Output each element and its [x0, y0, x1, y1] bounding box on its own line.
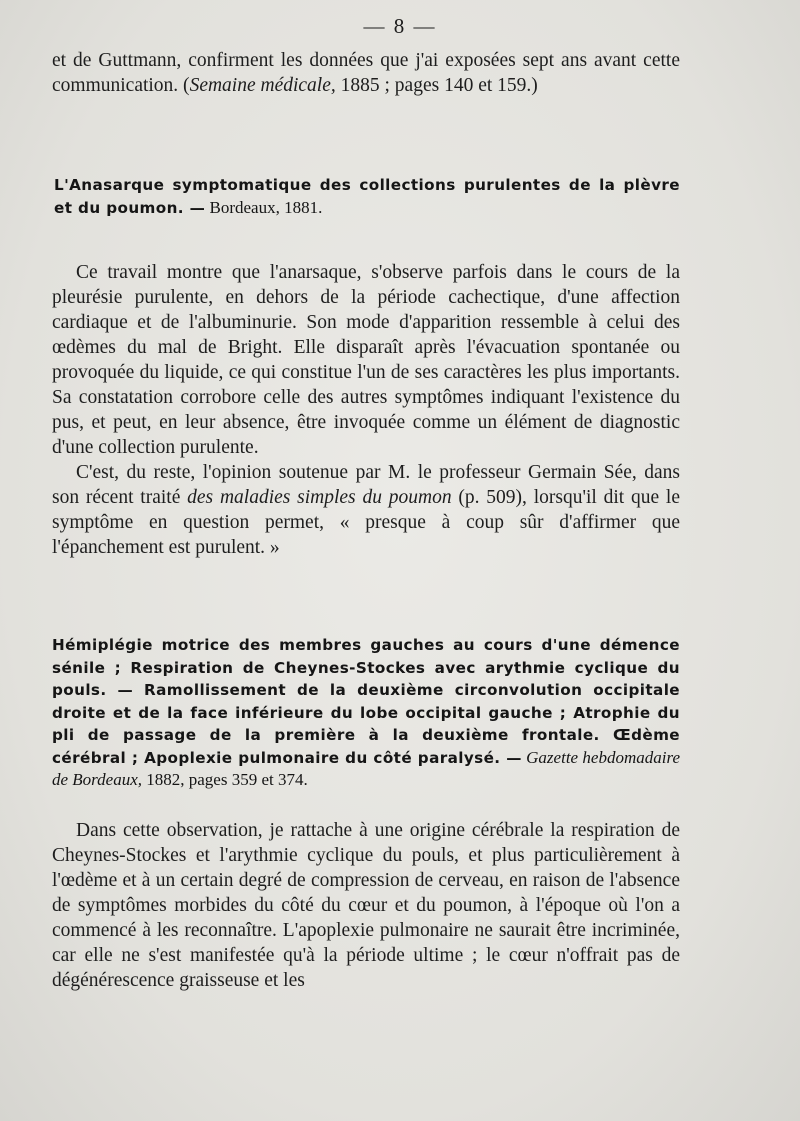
intro-text-before: et de Guttmann, confirment les données que j'ai exposées sept ans avant cette communication. ( [52, 50, 680, 96]
section-2-reference: 1882, pages 359 et 374. [142, 770, 308, 789]
section-2-source: Gazette hebdomadaire de Bordeaux, [52, 747, 680, 789]
section-1-paragraph-1: Ce travail montre que l'anarsaque, s'observe parfois dans le cours de la pleurésie purulente, en dehors de la période cachectique, d'une affection cardiaque et de l'albuminurie. Son mode d'apparition ressemble à celui des œdèmes du mal de Bright. Elle disparaît après l'évacuation spontanée ou provoquée du liquide, ce qui constitue l'un de ses caractères les plus importants. Sa constatation corrobore celle des autres symptômes indiquant l'existence du pus, et peut, en leur absence, être invoquée comme un élément de diagnostic d'une collection purulente. [52, 262, 680, 458]
intro-source: Semaine médicale, [189, 75, 336, 96]
book-title: des maladies simples du poumon [187, 487, 452, 508]
section-2-body [52, 818, 680, 993]
section-1-body [52, 260, 680, 560]
page-number: — 8 — [363, 14, 437, 38]
section-2-paragraph-1: Dans cette observation, je rattache à une origine cérébrale la respiration de Cheynes-Stockes et l'arythmie cyclique du pouls, et plus particulièrement à l'œdème et à un certain degré de compression de cerveau, en raison de l'absence de symptômes morbides du côté du cœur et du poumon, à l'époque où l'on a commencé à les reconnaître. L'apoplexie pulmonaire ne saurait être incriminée, car elle ne s'est manifestée qu'à la période ultime ; le cœur n'offrait pas de dégénérescence graisseuse et les [52, 820, 680, 991]
section-1-title: L'Anasarque symptomatique des collections purulentes de la plèvre et du poumon. — [54, 176, 680, 217]
section-2-heading [52, 634, 680, 792]
intro-text-after: 1885 ; pages 140 et 159.) [335, 75, 538, 96]
section-1-paragraph-2: C'est, du reste, l'opinion soutenue par M. le professeur Germain Sée, dans son récent traité des maladies simples du poumon (p. 509), lorsqu'il dit que le symptôme en question permet, « presque à coup sûr d'affirmer que l'épanchement est purulent. » [52, 462, 680, 558]
intro-paragraph [52, 48, 680, 98]
section-1-heading [52, 174, 680, 219]
section-2-title: Hémiplégie motrice des membres gauches au cours d'une démence sénile ; Respiration de Cheynes-Stockes avec arythmie cyclique du pouls. — Ramollissement de la deuxième circonvolution occipitale droite et de la face inférieure du lobe occipital gauche ; Atrophie du pli de passage de la première à la deuxième frontale. Œdème cérébral ; Apoplexie pulmonaire du côté paralysé. — [52, 636, 680, 767]
section-1-reference: Bordeaux, 1881. [205, 197, 323, 217]
